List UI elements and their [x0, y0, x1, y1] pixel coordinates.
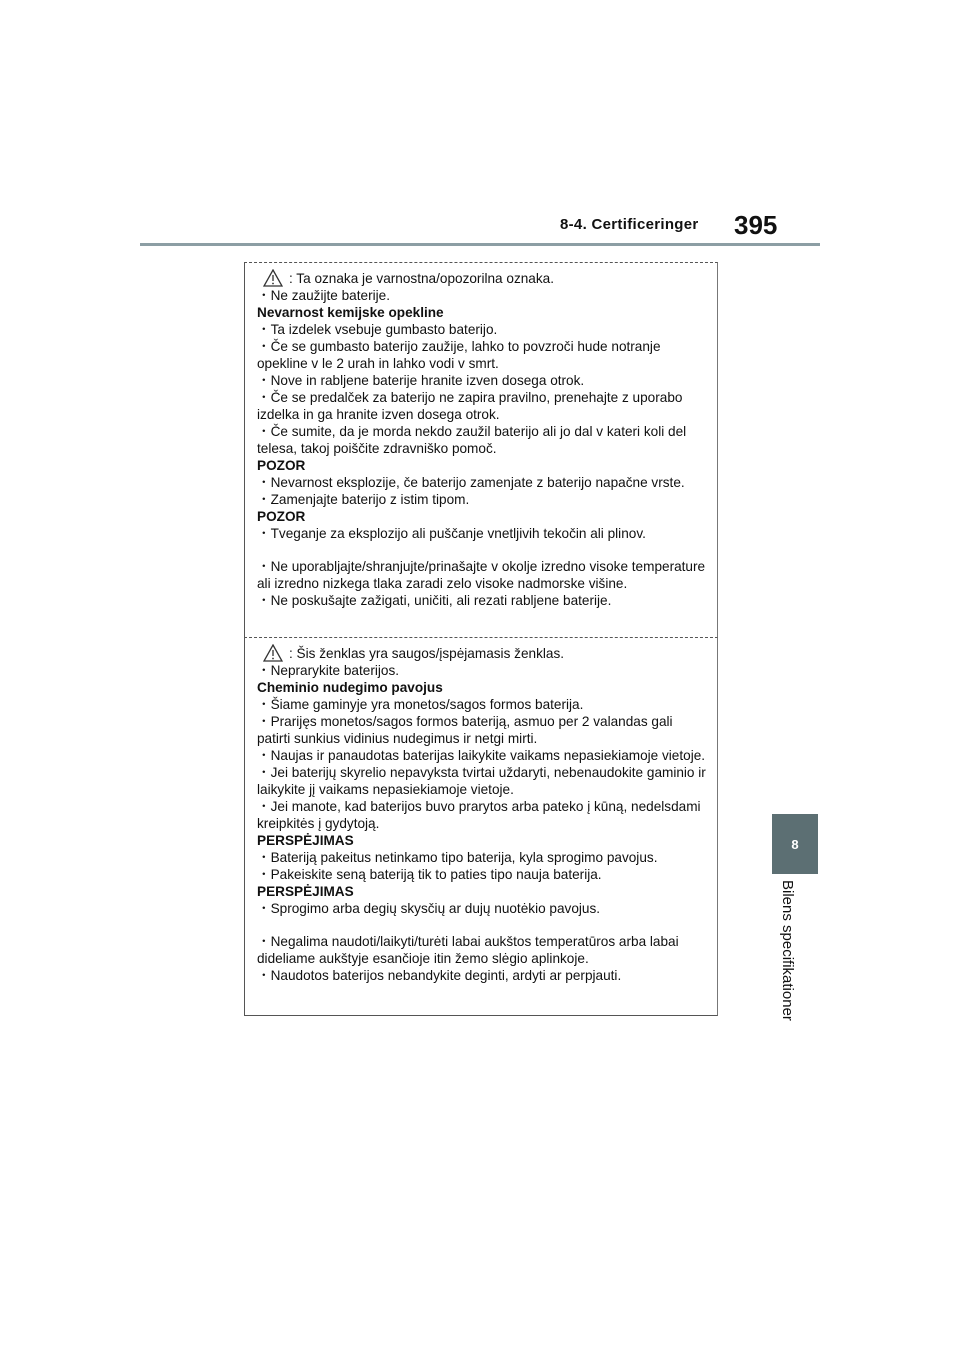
- section-heading: PERSPĖJIMAS: [257, 833, 354, 848]
- text-line: opekline v le 2 urah in lahko vodi v smrt.: [257, 356, 499, 371]
- warning-triangle-icon: [263, 644, 283, 662]
- text-line: ・Prarijęs monetos/sagos formos bateriją, asmuo per 2 valandas gali: [257, 714, 673, 729]
- chapter-label: Bilens specifikationer: [779, 880, 796, 1021]
- slovenian-warning-box: [244, 262, 718, 638]
- header-rule: [140, 243, 820, 246]
- text-line: ・Nove in rabljene baterije hranite izven dosega otrok.: [257, 373, 585, 388]
- text-line: ・Jei baterijų skyrelio nepavyksta tvirtai uždaryti, nebenaudokite gaminio ir: [257, 765, 706, 780]
- text-line: ・Negalima naudoti/laikyti/turėti labai aukštos temperatūros arba labai: [257, 934, 679, 949]
- text-line: ・Ne zaužijte baterije.: [257, 288, 390, 303]
- lithuanian-warning-text: : Šis ženklas yra saugos/įspėjamasis ženklas.: [289, 645, 565, 661]
- text-line: ・Šiame gaminyje yra monetos/sagos formos baterija.: [257, 697, 584, 712]
- text-line: kreipkitės į gydytoją.: [257, 816, 380, 831]
- page-number: 395: [734, 210, 778, 240]
- text-line: laikykite jį vaikams nepasiekiamoje vietoje.: [257, 782, 514, 797]
- text-line: ・Naudotos baterijos nebandykite deginti, ardyti ar perpjauti.: [257, 968, 622, 983]
- text-line: ・Ta izdelek vsebuje gumbasto baterijo.: [257, 322, 498, 337]
- warning-triangle-icon: [263, 269, 283, 287]
- text-line: ・Sprogimo arba degių skysčių ar dujų nuotėkio pavojus.: [257, 901, 601, 916]
- text-line: ・Neprarykite baterijos.: [257, 663, 400, 678]
- section-heading: POZOR: [257, 458, 306, 473]
- slovenian-warning-text: : Ta oznaka je varnostna/opozorilna oznaka.: [289, 270, 554, 286]
- text-line: ・Zamenjajte baterijo z istim tipom.: [257, 492, 470, 507]
- text-line: ali izredno nizkega tlaka zaradi zelo visoke nadmorske višine.: [257, 576, 628, 591]
- slovenian-lines: [257, 287, 709, 609]
- slovenian-warning-header: [257, 269, 709, 287]
- text-line: dideliame aukštyje esančioje itin žemo slėgio aplinkoje.: [257, 951, 589, 966]
- text-line: ・Jei manote, kad baterijos buvo prarytos arba pateko į kūną, nedelsdami: [257, 799, 701, 814]
- text-line: izdelka in ga hranite izven dosega otrok.: [257, 407, 500, 422]
- text-line: ・Naujas ir panaudotas baterijas laikykite vaikams nepasiekiamoje vietoje.: [257, 748, 706, 763]
- section-heading: POZOR: [257, 509, 306, 524]
- lithuanian-warning-header: [257, 644, 709, 662]
- section-heading: Cheminio nudegimo pavojus: [257, 680, 443, 695]
- text-line: ・Nevarnost eksplozije, če baterijo zamenjate z baterijo napačne vrste.: [257, 475, 685, 490]
- text-line: telesa, takoj poiščite zdravniško pomoč.: [257, 441, 497, 456]
- spacer: [257, 542, 709, 558]
- text-line: ・Če se gumbasto baterijo zaužije, lahko to povzroči hude notranje: [257, 339, 661, 354]
- section-heading: Nevarnost kemijske opekline: [257, 305, 444, 320]
- section-heading: PERSPĖJIMAS: [257, 884, 354, 899]
- chapter-tab: 8: [772, 814, 818, 874]
- text-line: ・Če se predalček za baterijo ne zapira pravilno, prenehajte z uporabo: [257, 390, 683, 405]
- section-title: 8-4. Certificeringer: [560, 216, 699, 233]
- text-line: ・Če sumite, da je morda nekdo zaužil baterijo ali jo dal v kateri koli del: [257, 424, 687, 439]
- lithuanian-lines: [257, 662, 709, 984]
- text-line: ・Bateriją pakeitus netinkamo tipo baterija, kyla sprogimo pavojus.: [257, 850, 658, 865]
- text-line: ・Ne uporabljajte/shranjujte/prinašajte v okolje izredno visoke temperature: [257, 559, 706, 574]
- lithuanian-warning-box: [244, 637, 718, 1016]
- text-line: patirti sunkius vidinius nudegimus ir netgi mirti.: [257, 731, 538, 746]
- text-line: ・Pakeiskite seną bateriją tik to paties tipo nauja baterija.: [257, 867, 602, 882]
- text-line: ・Tveganje za eksplozijo ali puščanje vnetljivih tekočin ali plinov.: [257, 526, 646, 541]
- spacer: [257, 917, 709, 933]
- text-line: ・Ne poskušajte zažigati, uničiti, ali rezati rabljene baterije.: [257, 593, 612, 608]
